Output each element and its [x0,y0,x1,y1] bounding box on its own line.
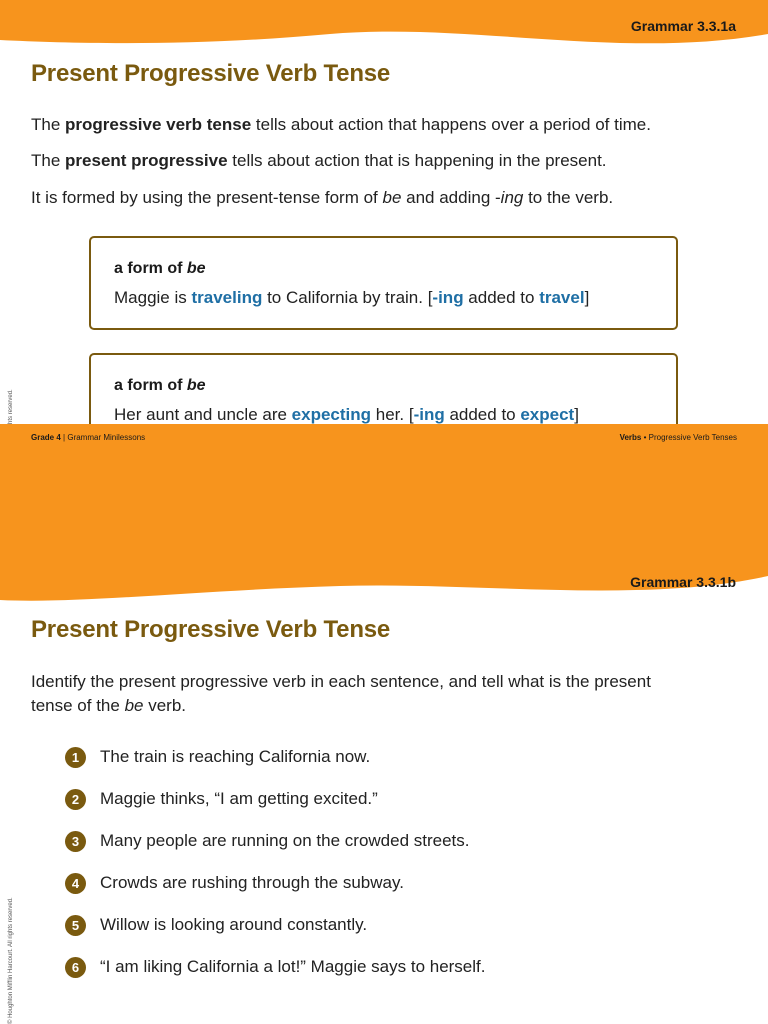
item-sentence: “I am liking California a lot!” Maggie says to herself. [100,957,486,976]
highlighted-suffix: -ing [413,405,445,424]
item-sentence: Crowds are rushing through the subway. [100,873,404,892]
example-label: a form of be [114,260,206,277]
highlighted-base-verb: travel [539,288,585,307]
item-number-badge: 4 [65,873,86,894]
footer-wave-shape [0,412,768,512]
highlighted-verb: expecting [291,405,372,424]
list-item [65,746,486,788]
list-item [65,830,486,872]
page-title: Present Progressive Verb Tense [31,60,391,87]
lesson-code: Grammar 3.3.1a [630,18,736,34]
footer-band [0,412,768,512]
page-title: Present Progressive Verb Tense [31,616,391,643]
example-label: a form of be [114,377,206,394]
item-sentence: Willow is looking around constantly. [100,915,368,934]
item-number-badge: 1 [65,747,86,768]
footer-course-info: Grade 4 | Grammar Minilessons [31,433,146,442]
item-number-badge: 6 [65,957,86,978]
exercise-list [65,746,486,998]
item-number-badge: 3 [65,831,86,852]
item-sentence: Maggie thinks, “I am getting excited.” [100,789,378,808]
item-sentence: The train is reaching California now. [100,747,371,766]
lesson-code: Grammar 3.3.1b [630,574,736,590]
item-number-badge: 2 [65,789,86,810]
list-item [65,788,486,830]
item-sentence: Many people are running on the crowded streets. [100,831,470,850]
footer-topic-info: Verbs • Progressive Verb Tenses [619,433,737,442]
list-item [65,956,486,998]
example-box-1 [89,236,678,330]
highlighted-base-verb: expect [520,405,575,424]
list-item [65,872,486,914]
formation-rule: It is formed by using the present-tense form of be and adding -ing to the verb. [31,188,614,207]
definition-present-progressive: The present progressive tells about action that is happening in the present. [31,151,607,170]
definition-progressive: The progressive verb tense tells about action that happens over a period of time. [31,115,651,134]
example-sentence: Maggie is traveling to California by train. [-ing added to travel] [114,288,590,307]
list-item [65,914,486,956]
header-banner [0,512,768,604]
copyright-notice: © Houghton Mifflin Harcourt. All rights reserved. [8,897,14,1024]
item-number-badge: 5 [65,915,86,936]
example-sentence: Her aunt and uncle are expecting her. [-ing added to expect] [114,405,579,424]
instructions: Identify the present progressive verb in each sentence, and tell what is the present tense of the be verb. [31,672,651,715]
header-wave-shape [0,512,768,604]
highlighted-suffix: -ing [432,288,464,307]
highlighted-verb: traveling [191,288,263,307]
page-grammar-3-3-1b [0,512,768,1024]
